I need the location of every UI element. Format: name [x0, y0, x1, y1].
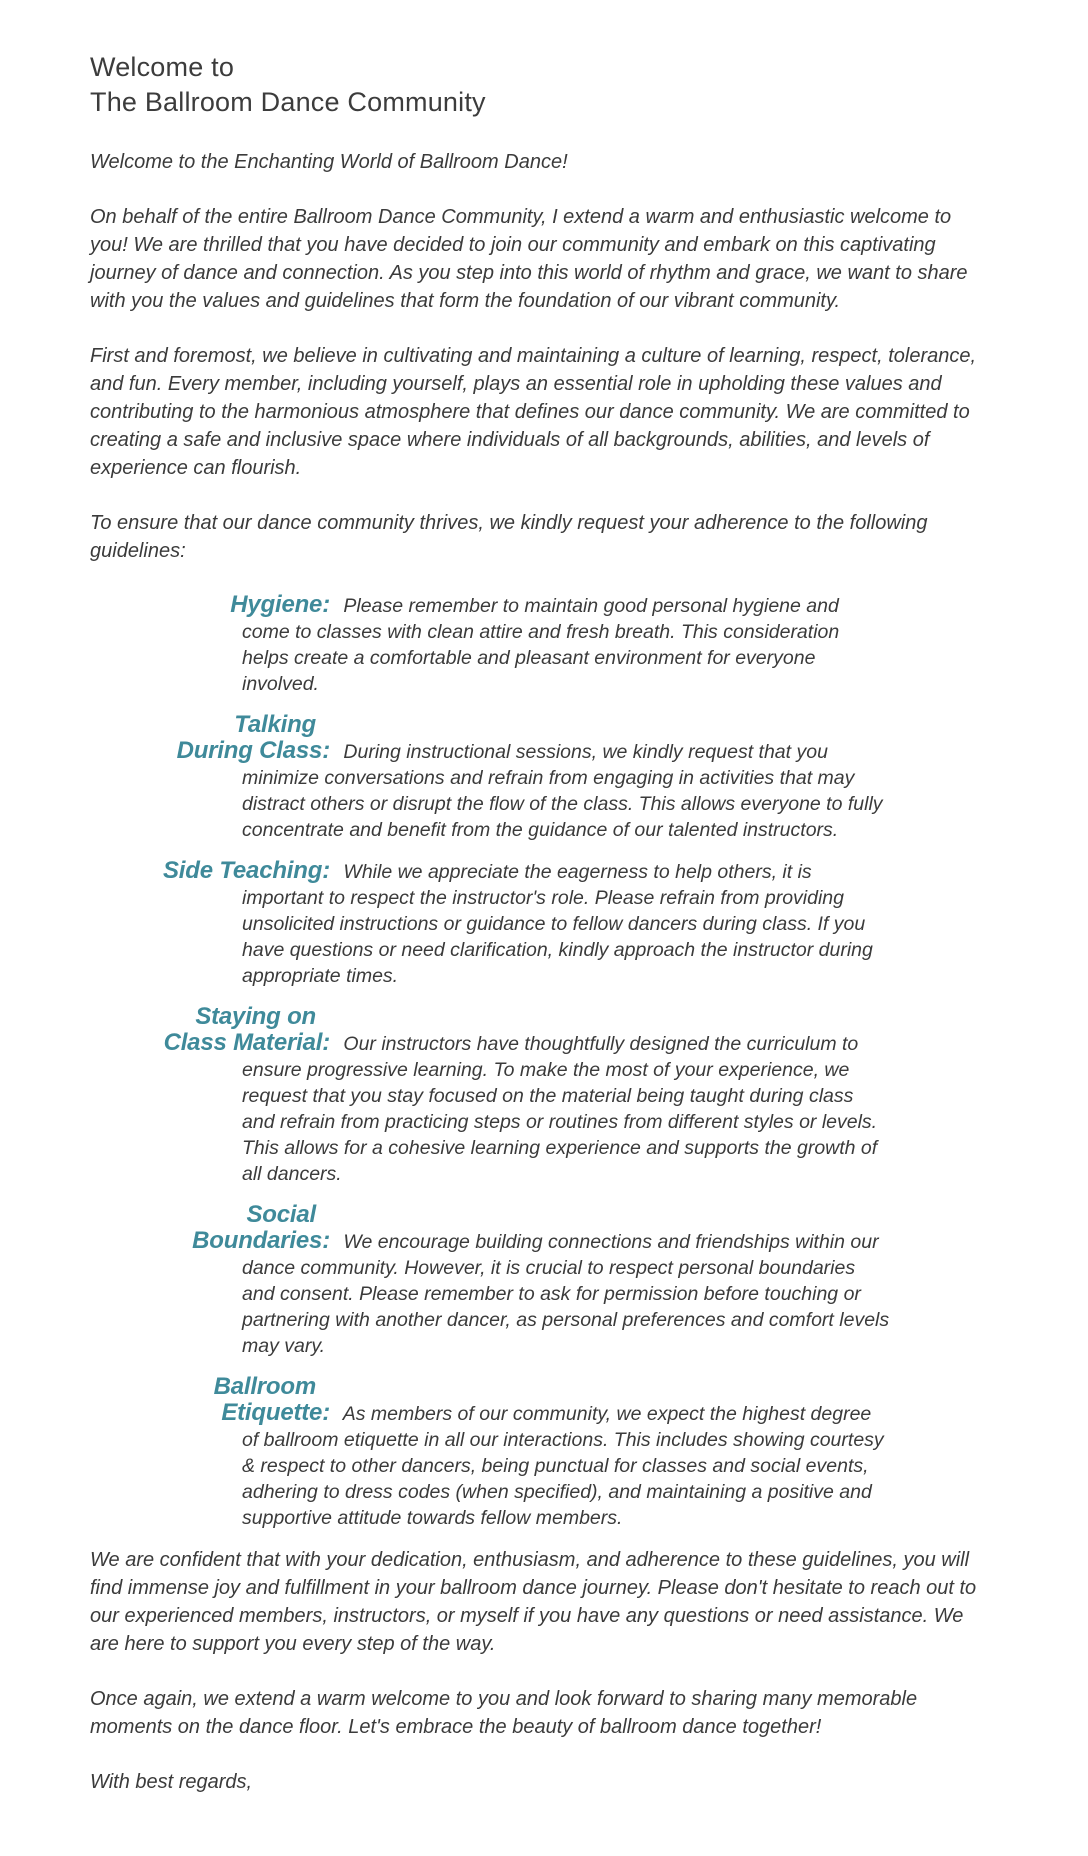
guideline-item-side-teaching: [162, 857, 890, 989]
closing-section: [90, 1546, 990, 1796]
page-title-line1: Welcome to: [90, 52, 235, 82]
guideline-heading-text: Side Teaching:: [162, 857, 330, 884]
intro-paragraph-guidelines-lead: To ensure that our dance community thrives, we kindly request your adherence to the following guidelines:: [90, 512, 928, 562]
guideline-heading-line1: Social: [246, 1201, 316, 1228]
guideline-heading-line1: Staying on: [195, 1003, 316, 1030]
intro-paragraph-values: First and foremost, we believe in cultivating and maintaining a culture of learning, respect, tolerance, and fun. Every member, including yourself, plays an essential role in upholding these values and contributing to the harmonious atmosphere that defines our dance community. We are committed to creating a safe and inclusive space where individuals of all backgrounds, abilities, and levels of experience can flourish.: [90, 345, 977, 479]
intro-paragraph-welcome: On behalf of the entire Ballroom Dance Community, I extend a warm and enthusiastic welcome to you! We are thrilled that you have decided to join our community and embark on this captivating journey of dance and connection. As you step into this world of rhythm and grace, we want to share with you the values and guidelines that form the foundation of our vibrant community.: [90, 206, 968, 312]
guideline-heading-line1: Ballroom: [213, 1373, 316, 1400]
guideline-heading: [125, 1004, 330, 1056]
guideline-heading-text: During Class:: [176, 737, 330, 764]
guideline-body: Our instructors have thoughtfully designed the curriculum to ensure progressive learning. To make the most of your experience, we request that you stay focused on the material being taught during class and refrain from practicing steps or routines from different styles or levels. This allows for a cohesive learning experience and supports the growth of all dancers.: [242, 1033, 878, 1185]
guideline-heading-text: Hygiene:: [230, 591, 330, 618]
guideline-item-ballroom-etiquette: [213, 1373, 890, 1531]
guideline-heading-text: Etiquette:: [221, 1399, 330, 1426]
guideline-heading-line1: Talking: [234, 711, 316, 738]
guideline-item-hygiene: [230, 591, 890, 697]
guideline-item-social-boundaries: [192, 1201, 890, 1359]
page-title-line2: The Ballroom Dance Community: [90, 87, 486, 117]
guideline-body: Please remember to maintain good personal hygiene and come to classes with clean attire and fresh breath. This consideration helps create a comfortable and pleasant environment for everyone involved.: [242, 595, 840, 695]
page-title: [90, 50, 990, 120]
guideline-heading-text: Boundaries:: [192, 1227, 330, 1254]
guideline-heading: [125, 858, 330, 884]
guideline-body: During instructional sessions, we kindly request that you minimize conversations and refrain from engaging in activities that may distract others or disrupt the flow of the class. This allows everyone to fully concentrate and benefit from the guidance of our talented instructors.: [242, 741, 883, 841]
closing-paragraph-confidence: We are confident that with your dedication, enthusiasm, and adherence to these guidelines, you will find immense joy and fulfillment in your ballroom dance journey. Please don't hesitate to reach out to our experienced members, instructors, or myself if you have any questions or need assistance. We are here to support you every step of the way.: [90, 1549, 977, 1655]
guidelines-list: [90, 592, 990, 1531]
guideline-heading: [125, 592, 330, 618]
signoff-text: With best regards,: [90, 1771, 253, 1793]
guideline-body: While we appreciate the eagerness to help others, it is important to respect the instructor's role. Please refrain from providing unsolicited instructions or guidance to fellow dancers during class. If you have questions or need clarification, kindly approach the instructor during appropriate times.: [242, 861, 873, 987]
guideline-body: As members of our community, we expect the highest degree of ballroom etiquette in all our interactions. This includes showing courtesy & respect to other dancers, being punctual for classes and social events, adhering to dress codes (when specified), and maintaining a positive and supportive attitude towards fellow members.: [242, 1403, 884, 1529]
guideline-heading: [125, 1374, 330, 1426]
guideline-heading: [125, 1202, 330, 1254]
guideline-heading-text: Class Material:: [163, 1029, 330, 1056]
guideline-body: We encourage building connections and friendships within our dance community. However, it is crucial to respect personal boundaries and consent. Please remember to ask for permission before touching or partnering with another dancer, as personal preferences and comfort levels may vary.: [242, 1231, 890, 1357]
closing-paragraph-welcome-again: Once again, we extend a warm welcome to you and look forward to sharing many memorable moments on the dance floor. Let's embrace the beauty of ballroom dance together!: [90, 1688, 918, 1738]
guideline-item-talking-during-class: [176, 711, 890, 843]
guideline-item-staying-on-class-material: [163, 1003, 890, 1187]
guideline-heading: [125, 712, 330, 764]
intro-greeting: Welcome to the Enchanting World of Ballroom Dance!: [90, 151, 568, 173]
